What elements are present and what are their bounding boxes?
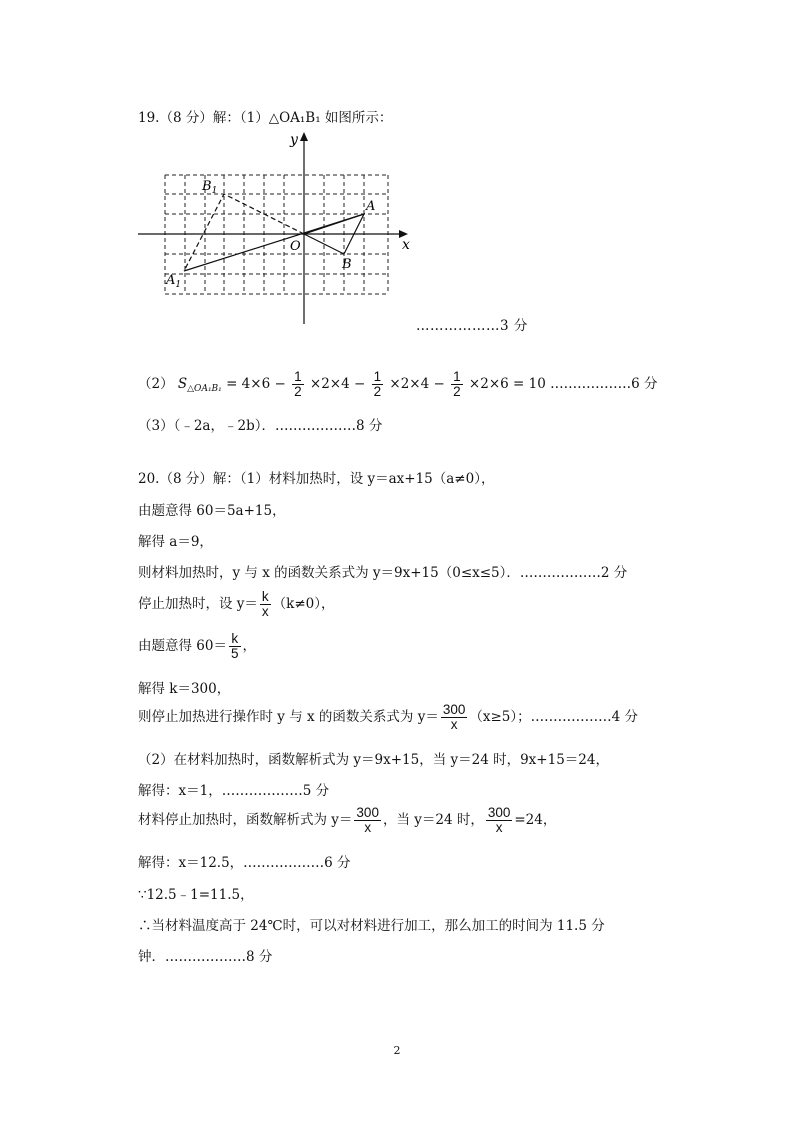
q20-line-10: 解得：x＝1，………………5 分: [138, 783, 330, 799]
q20-line-11: 材料停止加热时，函数解析式为 y＝ $\frac{300}{x}$ ，当 y＝24 时， $\frac{300}{x}$ =24，: [138, 805, 557, 836]
fraction-k-over-5: $\frac{k}{5}$: [230, 631, 239, 662]
q20-line-15: 钟．………………8 分: [138, 949, 273, 965]
y-axis-label: y: [290, 132, 298, 148]
q20-line-8: 则停止加热进行操作时 y 与 x 的函数关系式为 y＝ $\frac{300}{x}$ （x≥5）；………………4 分: [138, 702, 639, 733]
q20-line-7: 解得 k＝300，: [138, 681, 231, 697]
q20-line-12: 解得：x＝12.5，………………6 分: [138, 855, 351, 871]
q20-line-3: 解得 a＝9，: [138, 534, 213, 550]
point-a-label: A: [366, 199, 376, 214]
q19-score-1: ………………3 分: [416, 318, 528, 334]
fraction-half: $\frac{1}{2}$: [294, 369, 302, 400]
q20-line-6: 由题意得 60＝ $\frac{k}{5}$ ，: [138, 631, 256, 662]
q19-header: 19.（8 分）解：（1）△OA₁B₁ 如图所示：: [138, 110, 393, 126]
q20-line-1: 20.（8 分）解：（1）材料加热时，设 y＝ax+15（a≠0），: [138, 471, 495, 487]
q19-part2: （2） $S_{\triangle OA_1B_1} = 4\times 6$ − $\frac{1}{2}$ ×2×4 − $\frac{1}{2}$ ×2×4 − $\frac{1}{2}$ ×2×6 = 10 ………………6 分: [138, 369, 658, 400]
q20-line-13: ∵12.5﹣1=11.5，: [138, 887, 254, 903]
y-axis-arrow: [300, 132, 308, 141]
point-b1-label: $B_1$: [202, 179, 218, 196]
point-b-label: B: [342, 257, 352, 272]
q20-line-9: （2）在材料加热时，函数解析式为 y＝9x+15，当 y＝24 时，9x+15＝24，: [138, 752, 609, 768]
point-a1-label: $A_1$: [166, 273, 182, 290]
fraction-k-over-x: $\frac{k}{x}$: [261, 589, 269, 620]
q20-line-5: 停止加热时，设 y＝ $\frac{k}{x}$ （k≠0），: [138, 589, 335, 620]
coordinate-graph: [138, 128, 418, 328]
x-axis-label: x: [402, 237, 410, 253]
q19-part3: （3）（﹣2a，﹣2b）．………………8 分: [138, 418, 383, 434]
fraction-300-over-x: $\frac{300}{x}$: [356, 805, 379, 836]
fraction-300-over-x: $\frac{300}{x}$: [442, 702, 466, 733]
fraction-half: $\frac{1}{2}$: [373, 369, 382, 400]
page-number: 2: [393, 1044, 401, 1057]
q20-line-2: 由题意得 60＝5a+15，: [138, 503, 286, 519]
origin-label: O: [290, 239, 301, 254]
fraction-half: $\frac{1}{2}$: [453, 369, 461, 400]
fraction-300-over-x: $\frac{300}{x}$: [487, 805, 511, 836]
q20-line-14: ∴当材料温度高于 24℃时，可以对材料进行加工，那么加工的时间为 11.5 分: [138, 918, 605, 934]
q20-line-4: 则材料加热时，y 与 x 的函数关系式为 y＝9x+15（0≤x≤5）．………………2 分: [138, 565, 628, 581]
